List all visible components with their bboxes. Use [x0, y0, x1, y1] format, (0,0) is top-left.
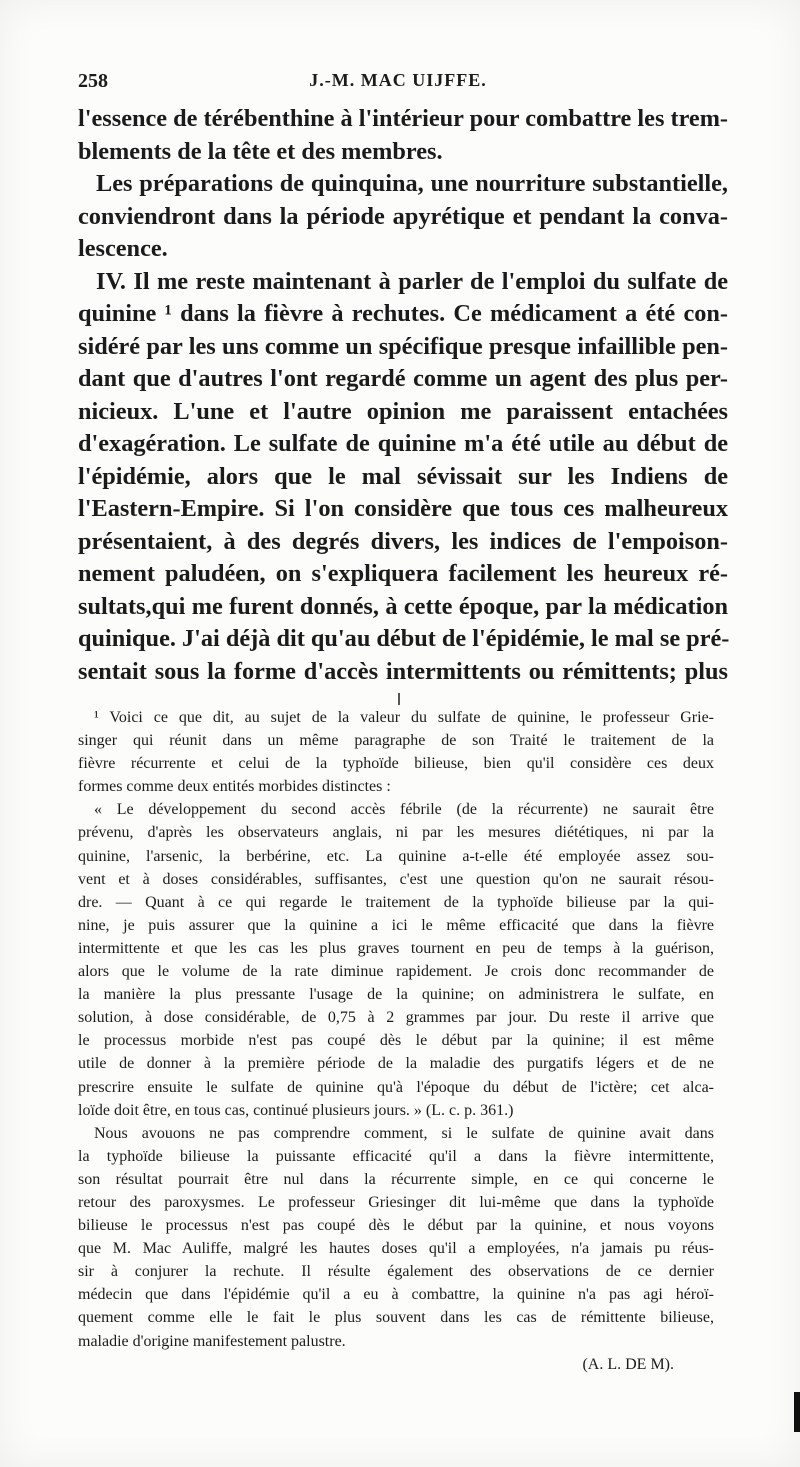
footnote-line: solution, à dose considérable, de 0,75 à 2 grammes par jour. Du reste il arrive que — [78, 1009, 714, 1027]
footnote-line: la typhoïde bilieuse la puissante efficacité qu'il a dans la fièvre intermittente, — [78, 1147, 714, 1165]
text-line: Les préparations de quinquina, une nourriture substantielle, — [96, 170, 728, 197]
footnote-line: formes comme deux entités morbides distinctes : — [78, 778, 391, 796]
page-edge-mark — [794, 1392, 800, 1432]
text-line: quinine ¹ dans la fièvre à rechutes. Ce médicament a été con- — [78, 300, 728, 327]
text-line: nicieux. L'une et l'autre opinion me paraissent entachées — [78, 397, 728, 425]
footnote-line: sir à conjurer la rechute. Il résulte également des observations de ce dernier — [78, 1263, 714, 1281]
footnote-line: dre. — Quant à ce qui regarde le traitement de la typhoïde bilieuse par la qui- — [78, 893, 714, 911]
page-header — [78, 70, 718, 100]
text-line: d'exagération. Le sulfate de quinine m'a été utile au début de — [78, 430, 728, 457]
text-line: dant que d'autres l'ont regardé comme un agent des plus per- — [78, 365, 728, 392]
footnote-line: nine, je puis assurer que la quinine a ici le même efficacité que dans la fièvre — [78, 916, 714, 934]
footnote-line: intermittente et que les cas les plus graves tournent en peu de temps à la guérison, — [78, 939, 714, 957]
main-text — [78, 103, 728, 688]
text-line: blements de la tête et des membres. — [78, 137, 443, 165]
text-line: IV. Il me reste maintenant à parler de l'emploi du sulfate de — [96, 267, 728, 295]
text-line: lescence. — [78, 235, 168, 262]
footnote-line: la manière la plus pressante l'usage de la quinine; on administrera le sulfate, en — [78, 986, 714, 1004]
text-line: présentaient, à des degrés divers, les indices de l'empoison- — [78, 527, 728, 555]
text-line: nement paludéen, on s'expliquera facilement les heureux ré- — [78, 560, 728, 587]
footnote-line: retour des paroxysmes. Le professeur Griesinger dit lui-même que dans la typhoïde — [78, 1193, 714, 1211]
footnote-line: bilieuse le processus n'est pas coupé dès le début par la quinine, et nous voyons — [78, 1217, 714, 1235]
footnote-line: singer qui réunit dans un même paragraphe de son Traité le traitement de la — [78, 732, 714, 750]
footnote-signature: (A. L. DE M). — [582, 1355, 674, 1373]
footnote-line: ¹ Voici ce que dit, au sujet de la valeur du sulfate de quinine, le professeur Grie- — [94, 709, 714, 726]
footnote-line: quement comme elle le fait le plus souvent dans les cas de rémittente bilieuse, — [78, 1309, 714, 1327]
footnote-line: que M. Mac Auliffe, malgré les hautes doses qu'il a employées, n'a jamais pu réus- — [78, 1240, 714, 1258]
running-head: J.-M. MAC UIJFFE. — [309, 70, 487, 90]
footnote-line: le processus morbide n'est pas coupé dès le début par la quinine; il est même — [78, 1032, 714, 1050]
footnote-line: alors que le volume de la rate diminue rapidement. Je crois donc recommander de — [78, 963, 714, 981]
footnote-line: Nous avouons ne pas comprendre comment, si le sulfate de quinine avait dans — [94, 1124, 714, 1142]
page-number: 258 — [78, 70, 108, 92]
text-line: sidéré par les uns comme un spécifique presque infaillible pen- — [78, 332, 728, 360]
footnote-line: son résultat pourrait être nul dans la récurrente simple, en ce qui concerne le — [78, 1170, 714, 1188]
text-line: l'Eastern-Empire. Si l'on considère que tous ces malheureux — [78, 495, 728, 522]
footnote-line: médecin que dans l'épidémie qu'il a eu à combattre, la quinine n'a pas agi héroï- — [78, 1286, 714, 1304]
footnote-line: maladie d'origine manifestement palustre. — [78, 1332, 346, 1350]
footnote-line: « Le développement du second accès fébrile (de la récurrente) ne saurait être — [94, 801, 714, 819]
footnote-line: fièvre récurrente et celui de la typhoïde bilieuse, bien qu'il considère ces deux — [78, 755, 714, 773]
footnote-line: prévenu, d'après les observateurs anglais, ni par les mesures diététiques, ni par la — [78, 824, 714, 842]
text-line: quinique. J'ai déjà dit qu'au début de l'épidémie, le mal se pré- — [78, 625, 730, 652]
footnote-line: utile de donner à la première période de la maladie des purgatifs légers et de ne — [78, 1055, 714, 1073]
text-line: l'essence de térébenthine à l'intérieur pour combattre les trem- — [78, 105, 729, 132]
text-line: conviendront dans la période apyrétique et pendant la conva- — [78, 202, 728, 230]
footnote-line: loïde doit être, en tous cas, continué plusieurs jours. » (L. c. p. 361.) — [78, 1101, 514, 1119]
text-line: sentait sous la forme d'accès intermittents ou rémittents; plus — [78, 657, 728, 685]
footnote-separator — [398, 693, 400, 705]
footnote-line: quinine, l'arsenic, la berbérine, etc. La quinine a-t-elle été employée assez sou- — [78, 847, 714, 865]
footnotes — [78, 706, 714, 1376]
text-line: l'épidémie, alors que le mal sévissait sur les Indiens de — [78, 462, 728, 490]
text-line: sultats,qui me furent donnés, à cette époque, par la médication — [78, 592, 728, 620]
footnote-line: prescrire ensuite le sulfate de quinine qu'à l'époque du début de l'ictère; cet alca- — [78, 1078, 714, 1096]
footnote-line: vent et à doses considérables, suffisantes, c'est une question qu'on ne saurait résou- — [78, 870, 714, 888]
